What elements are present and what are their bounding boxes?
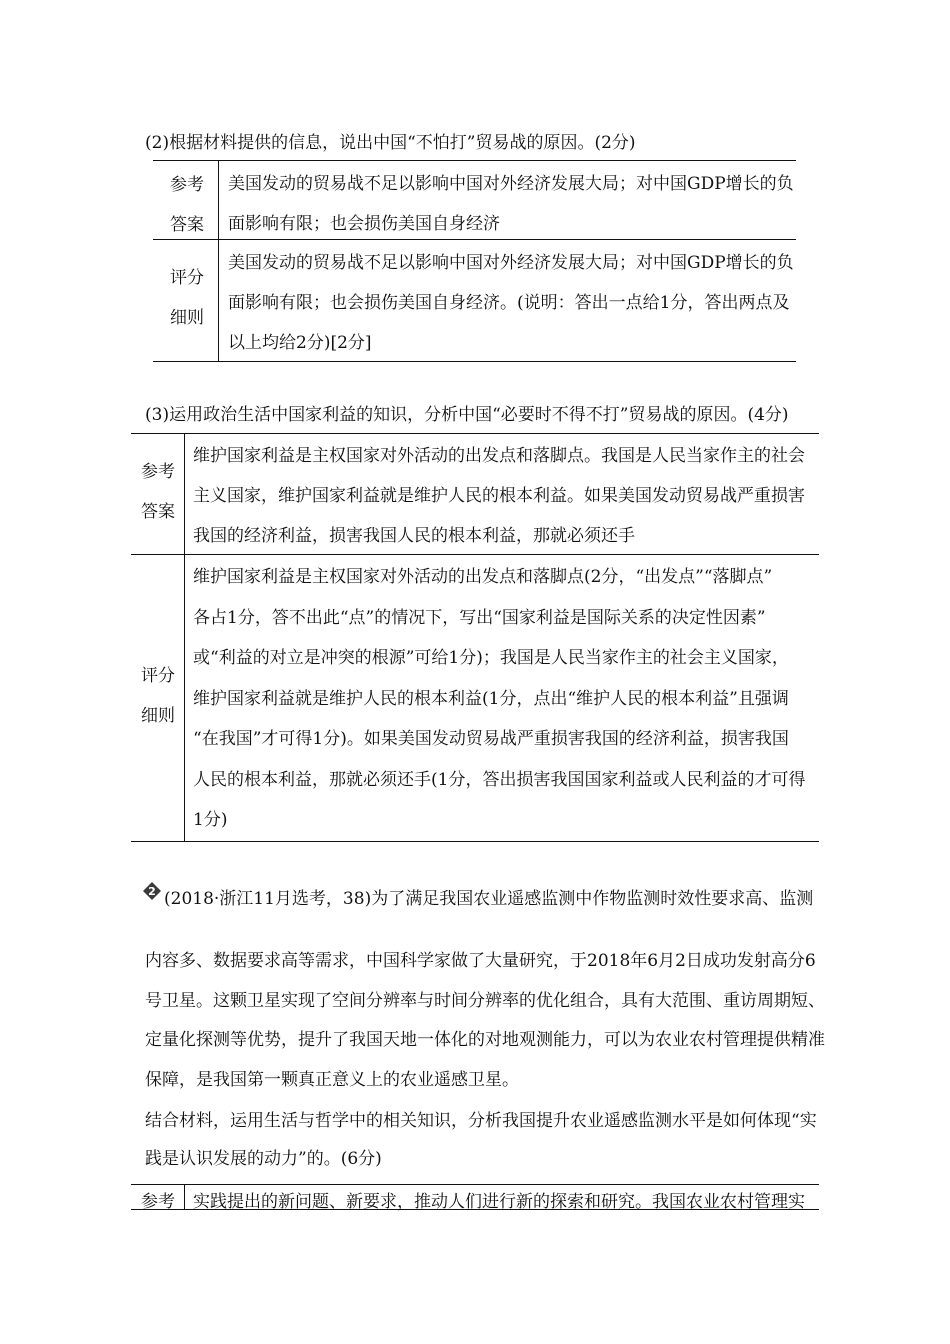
label-line: 细则 [170, 308, 204, 328]
answer-text [193, 436, 805, 556]
text-line: 各占1分，答不出此“点”的情况下，写出“国家利益是国际关系的决定性因素” [193, 607, 766, 628]
label-line: 参考 [141, 462, 175, 482]
text-line: “在我国”才可得1分)。如果美国发动贸易战严重损害我国的经济利益，损害我国 [193, 729, 789, 749]
label-line: 参考 [170, 175, 204, 195]
scoring-label [133, 656, 183, 736]
table-border [131, 841, 819, 842]
scoring-text [193, 557, 805, 841]
table-border [153, 160, 796, 161]
text-line: 或“利益的对立是冲突的根源”可给1分)；我国是人民当家作主的社会主义国家， [193, 648, 789, 668]
text-line: 主义国家，维护国家利益就是维护人民的根本利益。如果美国发动贸易战严重损害 [193, 486, 805, 506]
table-border [131, 1184, 819, 1185]
text-line: 面影响有限；也会损伤美国自身经济 [228, 214, 500, 234]
text-line: 以上均给2分)[2分] [228, 333, 372, 353]
text-line: 践是认识发展的动力”的。(6分) [145, 1149, 382, 1169]
text-line: 维护国家利益是主权国家对外活动的出发点和落脚点。我国是人民当家作主的社会 [193, 446, 805, 466]
text-line: 内容多、数据要求高等需求，中国科学家做了大量研究，于2018年6月2日成功发射高分6 [145, 951, 816, 971]
question-2-intro: (2018·浙江11月选考，38)为了满足我国农业遥感监测中作物监测时效性要求高、监测 [164, 889, 814, 909]
scoring-text [228, 243, 794, 363]
answer-label: 参考 [141, 1192, 175, 1212]
text-line: 面影响有限；也会损伤美国自身经济。(说明：答出一点给1分，答出两点及 [228, 293, 790, 313]
label-line: 答案 [170, 215, 204, 235]
text-line: 维护国家利益就是维护人民的根本利益(1分，点出“维护人民的根本利益”且强调 [193, 688, 789, 709]
text-line: 保障，是我国第一颗真正意义上的农业遥感卫星。 [145, 1069, 519, 1090]
question-2-material [145, 942, 825, 1100]
label-line: 评分 [170, 268, 204, 288]
text-line: 我国的经济利益，损害我国人民的根本利益，那就必须还手 [193, 526, 635, 546]
table-divider [218, 160, 219, 361]
question-number: 2 [148, 885, 156, 898]
text-line: 1分) [193, 810, 228, 830]
label-line: 答案 [141, 502, 175, 522]
label-line: 评分 [141, 666, 175, 686]
table-divider [184, 433, 185, 841]
answer-text: 实践提出的新问题、新要求，推动人们进行新的探索和研究。我国农业农村管理实 [193, 1192, 805, 1212]
label-line: 细则 [141, 706, 175, 726]
table-border [131, 433, 819, 434]
text-line: 定量化探测等优势，提升了我国天地一体化的对地观测能力，可以为农业农村管理提供精准 [145, 1030, 825, 1050]
scoring-label [158, 258, 216, 338]
text-line: 美国发动的贸易战不足以影响中国对外经济发展大局；对中国GDP增长的负 [228, 174, 794, 194]
question-2-2: (2)根据材料提供的信息，说出中国“不怕打”贸易战的原因。(2分) [145, 133, 636, 153]
question-2-task [145, 1102, 817, 1178]
text-line: 美国发动的贸易战不足以影响中国对外经济发展大局；对中国GDP增长的负 [228, 253, 794, 273]
text-line: 人民的根本利益，那就必须还手(1分，答出损害我国国家利益或人民利益的才可得 [193, 769, 806, 790]
text-line: 结合材料，运用生活与哲学中的相关知识，分析我国提升农业遥感监测水平是如何体现“实 [145, 1111, 817, 1131]
question-2-3: (3)运用政治生活中国家利益的知识，分析中国“必要时不得不打”贸易战的原因。(4分) [145, 405, 789, 425]
text-line: 维护国家利益是主权国家对外活动的出发点和落脚点(2分，“出发点”“落脚点” [193, 567, 773, 587]
answer-text [228, 164, 794, 244]
answer-label [133, 452, 183, 532]
table-divider [184, 1184, 185, 1209]
text-line: 号卫星。这颗卫星实现了空间分辨率与时间分辨率的优化组合，具有大范围、重访周期短、 [145, 990, 825, 1011]
answer-label [158, 165, 216, 245]
question-number-badge [143, 882, 161, 900]
